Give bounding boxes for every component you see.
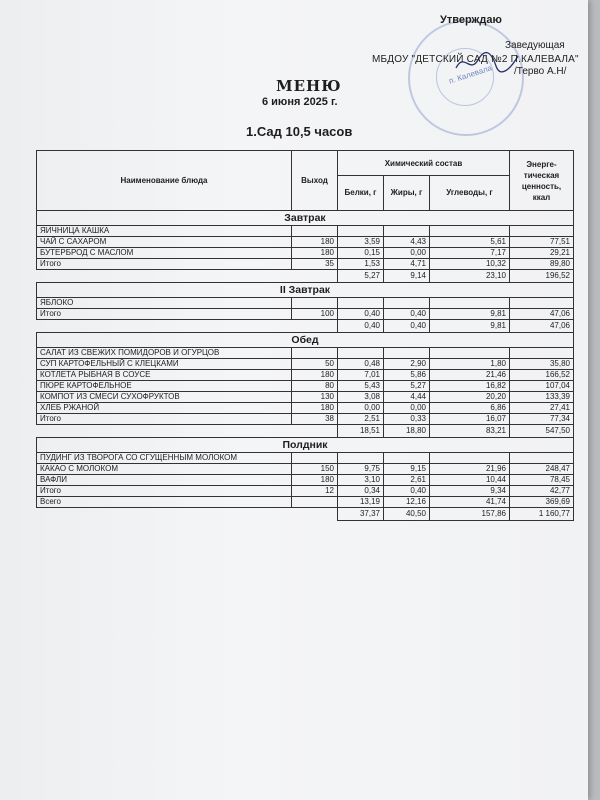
fat-value (384, 453, 430, 464)
dish-name: ВАФЛИ (37, 475, 292, 486)
total-fat: 9,14 (384, 270, 430, 283)
table-row (37, 259, 574, 270)
carbs-value: 21,96 (430, 464, 510, 475)
fat-value (384, 298, 430, 309)
energy-value: 27,41 (510, 403, 574, 414)
table-row (37, 309, 574, 320)
dish-name: Итого (37, 309, 292, 320)
energy-value: 47,06 (510, 309, 574, 320)
carbs-value (430, 453, 510, 464)
dish-yield: 130 (292, 392, 338, 403)
organization-name: МБДОУ "ДЕТСКИЙ САД №2 П.КАЛЕВАЛА" (372, 54, 579, 65)
dish-yield (292, 453, 338, 464)
section-title: Завтрак (37, 211, 574, 226)
dish-yield: 80 (292, 381, 338, 392)
table-row (37, 359, 574, 370)
dish-name: ЧАЙ С САХАРОМ (37, 237, 292, 248)
energy-value: 133,39 (510, 392, 574, 403)
dish-name: Всего (37, 497, 292, 508)
approval-title: Утверждаю (440, 14, 502, 26)
total-carbs: 157,86 (430, 508, 510, 521)
section-title: Обед (37, 333, 574, 348)
total-carbs: 9,81 (430, 320, 510, 333)
total-fat: 40,50 (384, 508, 430, 521)
fat-value: 0,00 (384, 248, 430, 259)
dish-name: КОМПОТ ИЗ СМЕСИ СУХОФРУКТОВ (37, 392, 292, 403)
dish-name: Итого (37, 486, 292, 497)
energy-value: 77,51 (510, 237, 574, 248)
carbs-value (430, 298, 510, 309)
header-yield: Выход (292, 151, 338, 211)
section-header-breakfast (37, 211, 574, 226)
fat-value: 9,15 (384, 464, 430, 475)
approver-name: /Терво А.Н/ (514, 66, 567, 77)
energy-value (510, 348, 574, 359)
protein-value: 9,75 (338, 464, 384, 475)
dish-name: КОТЛЕТА РЫБНАЯ В СОУСЕ (37, 370, 292, 381)
total-protein: 37,37 (338, 508, 384, 521)
header-carbs: Углеводы, г (430, 176, 510, 211)
header-energy: Энерге-тическая ценность, ккал (510, 151, 574, 211)
carbs-value: 9,81 (430, 309, 510, 320)
header-fat: Жиры, г (384, 176, 430, 211)
total-energy: 1 160,77 (510, 508, 574, 521)
energy-value: 35,80 (510, 359, 574, 370)
menu-subtitle: 1.Сад 10,5 часов (246, 124, 353, 139)
carbs-value: 7,17 (430, 248, 510, 259)
table-row (37, 248, 574, 259)
protein-value: 0,00 (338, 403, 384, 414)
menu-table-body (37, 211, 574, 521)
fat-value: 4,43 (384, 237, 430, 248)
table-row (37, 497, 574, 508)
carbs-value: 6,86 (430, 403, 510, 414)
total-energy: 196,52 (510, 270, 574, 283)
protein-value: 3,59 (338, 237, 384, 248)
energy-value: 77,34 (510, 414, 574, 425)
carbs-value: 10,44 (430, 475, 510, 486)
table-row (37, 453, 574, 464)
total-spacer (37, 508, 338, 521)
dish-name: ПУДИНГ ИЗ ТВОРОГА СО СГУЩЕННЫМ МОЛОКОМ (37, 453, 292, 464)
dish-yield (292, 497, 338, 508)
carbs-value: 10,32 (430, 259, 510, 270)
table-row (37, 392, 574, 403)
approval-position: Заведующая (505, 40, 565, 51)
dish-name: ПЮРЕ КАРТОФЕЛЬНОЕ (37, 381, 292, 392)
protein-value: 7,01 (338, 370, 384, 381)
fat-value (384, 348, 430, 359)
total-spacer (37, 425, 338, 438)
header-protein: Белки, г (338, 176, 384, 211)
stamp-text: п. Калевала (447, 63, 494, 86)
table-row (37, 464, 574, 475)
table-row (37, 381, 574, 392)
section-total-row (37, 425, 574, 438)
energy-value: 166,52 (510, 370, 574, 381)
table-row (37, 403, 574, 414)
fat-value: 0,40 (384, 486, 430, 497)
dish-name: Итого (37, 259, 292, 270)
table-row (37, 226, 574, 237)
total-spacer (37, 270, 338, 283)
dish-yield: 180 (292, 370, 338, 381)
total-spacer (37, 320, 338, 333)
table-row (37, 475, 574, 486)
protein-value (338, 348, 384, 359)
dish-yield: 35 (292, 259, 338, 270)
fat-value: 5,86 (384, 370, 430, 381)
fat-value: 0,00 (384, 403, 430, 414)
carbs-value: 9,34 (430, 486, 510, 497)
dish-yield: 180 (292, 475, 338, 486)
dish-name: ХЛЕБ РЖАНОЙ (37, 403, 292, 414)
dish-yield: 180 (292, 403, 338, 414)
dish-yield: 150 (292, 464, 338, 475)
section-header-second-breakfast (37, 283, 574, 298)
carbs-value: 16,07 (430, 414, 510, 425)
menu-title: МЕНЮ (276, 77, 342, 95)
fat-value: 0,40 (384, 309, 430, 320)
protein-value (338, 453, 384, 464)
table-row (37, 370, 574, 381)
carbs-value (430, 348, 510, 359)
energy-value (510, 226, 574, 237)
dish-yield: 38 (292, 414, 338, 425)
section-total-row (37, 508, 574, 521)
total-fat: 0,40 (384, 320, 430, 333)
fat-value: 4,44 (384, 392, 430, 403)
carbs-value: 5,61 (430, 237, 510, 248)
carbs-value: 1,80 (430, 359, 510, 370)
protein-value (338, 226, 384, 237)
fat-value: 5,27 (384, 381, 430, 392)
protein-value (338, 298, 384, 309)
menu-date: 6 июня 2025 г. (262, 96, 338, 108)
protein-value: 1,53 (338, 259, 384, 270)
dish-yield: 12 (292, 486, 338, 497)
fat-value: 2,61 (384, 475, 430, 486)
total-energy: 547,50 (510, 425, 574, 438)
carbs-value: 16,82 (430, 381, 510, 392)
dish-name: Итого (37, 414, 292, 425)
protein-value: 3,08 (338, 392, 384, 403)
table-row (37, 237, 574, 248)
carbs-value: 41,74 (430, 497, 510, 508)
energy-value: 248,47 (510, 464, 574, 475)
energy-value: 29,21 (510, 248, 574, 259)
fat-value: 2,90 (384, 359, 430, 370)
dish-yield: 100 (292, 309, 338, 320)
total-carbs: 83,21 (430, 425, 510, 438)
header-chemical-composition: Химический состав (338, 151, 510, 176)
protein-value: 0,40 (338, 309, 384, 320)
protein-value: 3,10 (338, 475, 384, 486)
section-title: II Завтрак (37, 283, 574, 298)
section-title: Полдник (37, 438, 574, 453)
total-protein: 0,40 (338, 320, 384, 333)
energy-value: 42,77 (510, 486, 574, 497)
protein-value: 0,34 (338, 486, 384, 497)
dish-yield (292, 298, 338, 309)
total-protein: 5,27 (338, 270, 384, 283)
total-energy: 47,06 (510, 320, 574, 333)
energy-value (510, 298, 574, 309)
protein-value: 13,19 (338, 497, 384, 508)
protein-value: 5,43 (338, 381, 384, 392)
section-total-row (37, 320, 574, 333)
table-row (37, 298, 574, 309)
dish-yield: 50 (292, 359, 338, 370)
dish-name: КАКАО С МОЛОКОМ (37, 464, 292, 475)
fat-value: 12,16 (384, 497, 430, 508)
dish-name: СУП КАРТОФЕЛЬНЫЙ С КЛЕЦКАМИ (37, 359, 292, 370)
table-row (37, 414, 574, 425)
protein-value: 2,51 (338, 414, 384, 425)
section-header-snack (37, 438, 574, 453)
section-total-row (37, 270, 574, 283)
carbs-value: 21,46 (430, 370, 510, 381)
dish-name: ЯИЧНИЦА КАШКА (37, 226, 292, 237)
dish-name: БУТЕРБРОД С МАСЛОМ (37, 248, 292, 259)
section-header-lunch (37, 333, 574, 348)
menu-table (36, 150, 574, 521)
dish-yield (292, 226, 338, 237)
table-row (37, 486, 574, 497)
dish-yield: 180 (292, 237, 338, 248)
fat-value: 0,33 (384, 414, 430, 425)
total-fat: 18,80 (384, 425, 430, 438)
energy-value: 89,80 (510, 259, 574, 270)
dish-yield (292, 348, 338, 359)
dish-yield: 180 (292, 248, 338, 259)
energy-value (510, 453, 574, 464)
total-carbs: 23,10 (430, 270, 510, 283)
total-protein: 18,51 (338, 425, 384, 438)
fat-value (384, 226, 430, 237)
dish-name: САЛАТ ИЗ СВЕЖИХ ПОМИДОРОВ И ОГУРЦОВ (37, 348, 292, 359)
carbs-value (430, 226, 510, 237)
dish-name: ЯБЛОКО (37, 298, 292, 309)
energy-value: 78,45 (510, 475, 574, 486)
protein-value: 0,48 (338, 359, 384, 370)
fat-value: 4,71 (384, 259, 430, 270)
protein-value: 0,15 (338, 248, 384, 259)
carbs-value: 20,20 (430, 392, 510, 403)
energy-value: 369,69 (510, 497, 574, 508)
table-row (37, 348, 574, 359)
energy-value: 107,04 (510, 381, 574, 392)
header-dish-name: Наименование блюда (37, 151, 292, 211)
